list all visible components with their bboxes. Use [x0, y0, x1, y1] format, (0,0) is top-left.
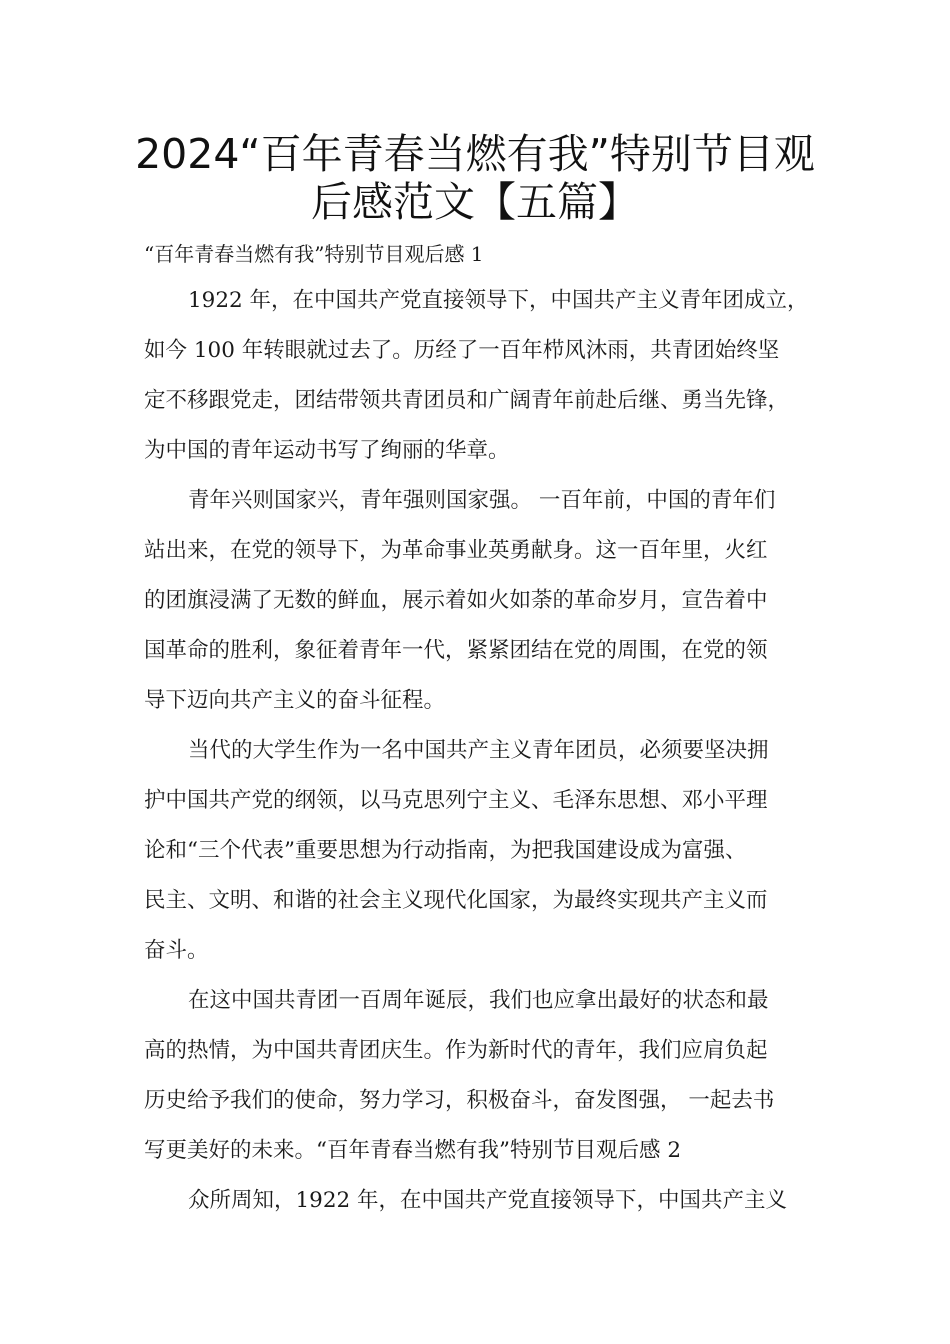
body-line: 定不移跟党走，团结带领共青团员和广阔青年前赴后继、勇当先锋， [144, 388, 790, 413]
body-line: 众所周知，1922 年，在中国共产党直接领导下，中国共产主义 [188, 1188, 788, 1213]
body-line: 奋斗。 [144, 938, 209, 963]
section-heading-1: “百年青春当燃有我”特别节目观后感 1 [144, 242, 484, 266]
body-line: 民主、文明、和谐的社会主义现代化国家，为最终实现共产主义而 [144, 888, 768, 913]
body-line: 导下迈向共产主义的奋斗征程。 [144, 688, 446, 713]
body-line: 为中国的青年运动书写了绚丽的华章。 [144, 438, 510, 463]
body-line: 1922 年，在中国共产党直接领导下，中国共产主义青年团成立， [188, 288, 809, 313]
body-line: 写更美好的未来。“百年青春当燃有我”特别节目观后感 2 [144, 1138, 681, 1163]
document-title-line-1: 2024“百年青春当燃有我”特别节目观 [135, 130, 815, 178]
body-line: 站出来，在党的领导下，为革命事业英勇献身。这一百年里，火红 [144, 538, 768, 563]
body-line: 青年兴则国家兴，青年强则国家强。 一百年前，中国的青年们 [188, 488, 776, 513]
body-line: 护中国共产党的纲领，以马克思列宁主义、毛泽东思想、邓小平理 [144, 788, 768, 813]
body-line: 论和“三个代表”重要思想为行动指南，为把我国建设成为富强、 [144, 838, 747, 863]
body-line: 当代的大学生作为一名中国共产主义青年团员，必须要坚决拥 [188, 738, 769, 763]
body-line: 在这中国共青团一百周年诞辰，我们也应拿出最好的状态和最 [188, 988, 769, 1013]
body-line: 的团旗浸满了无数的鲜血，展示着如火如荼的革命岁月，宣告着中 [144, 588, 768, 613]
body-line: 高的热情，为中国共青团庆生。作为新时代的青年，我们应肩负起 [144, 1038, 768, 1063]
body-line: 历史给予我们的使命，努力学习，积极奋斗，奋发图强， 一起去书 [144, 1088, 775, 1113]
document-title-line-2: 后感范文【五篇】 [311, 178, 639, 226]
body-line: 如今 100 年转眼就过去了。历经了一百年栉风沐雨，共青团始终坚 [144, 338, 780, 363]
body-line: 国革命的胜利，象征着青年一代，紧紧团结在党的周围，在党的领 [144, 638, 768, 663]
